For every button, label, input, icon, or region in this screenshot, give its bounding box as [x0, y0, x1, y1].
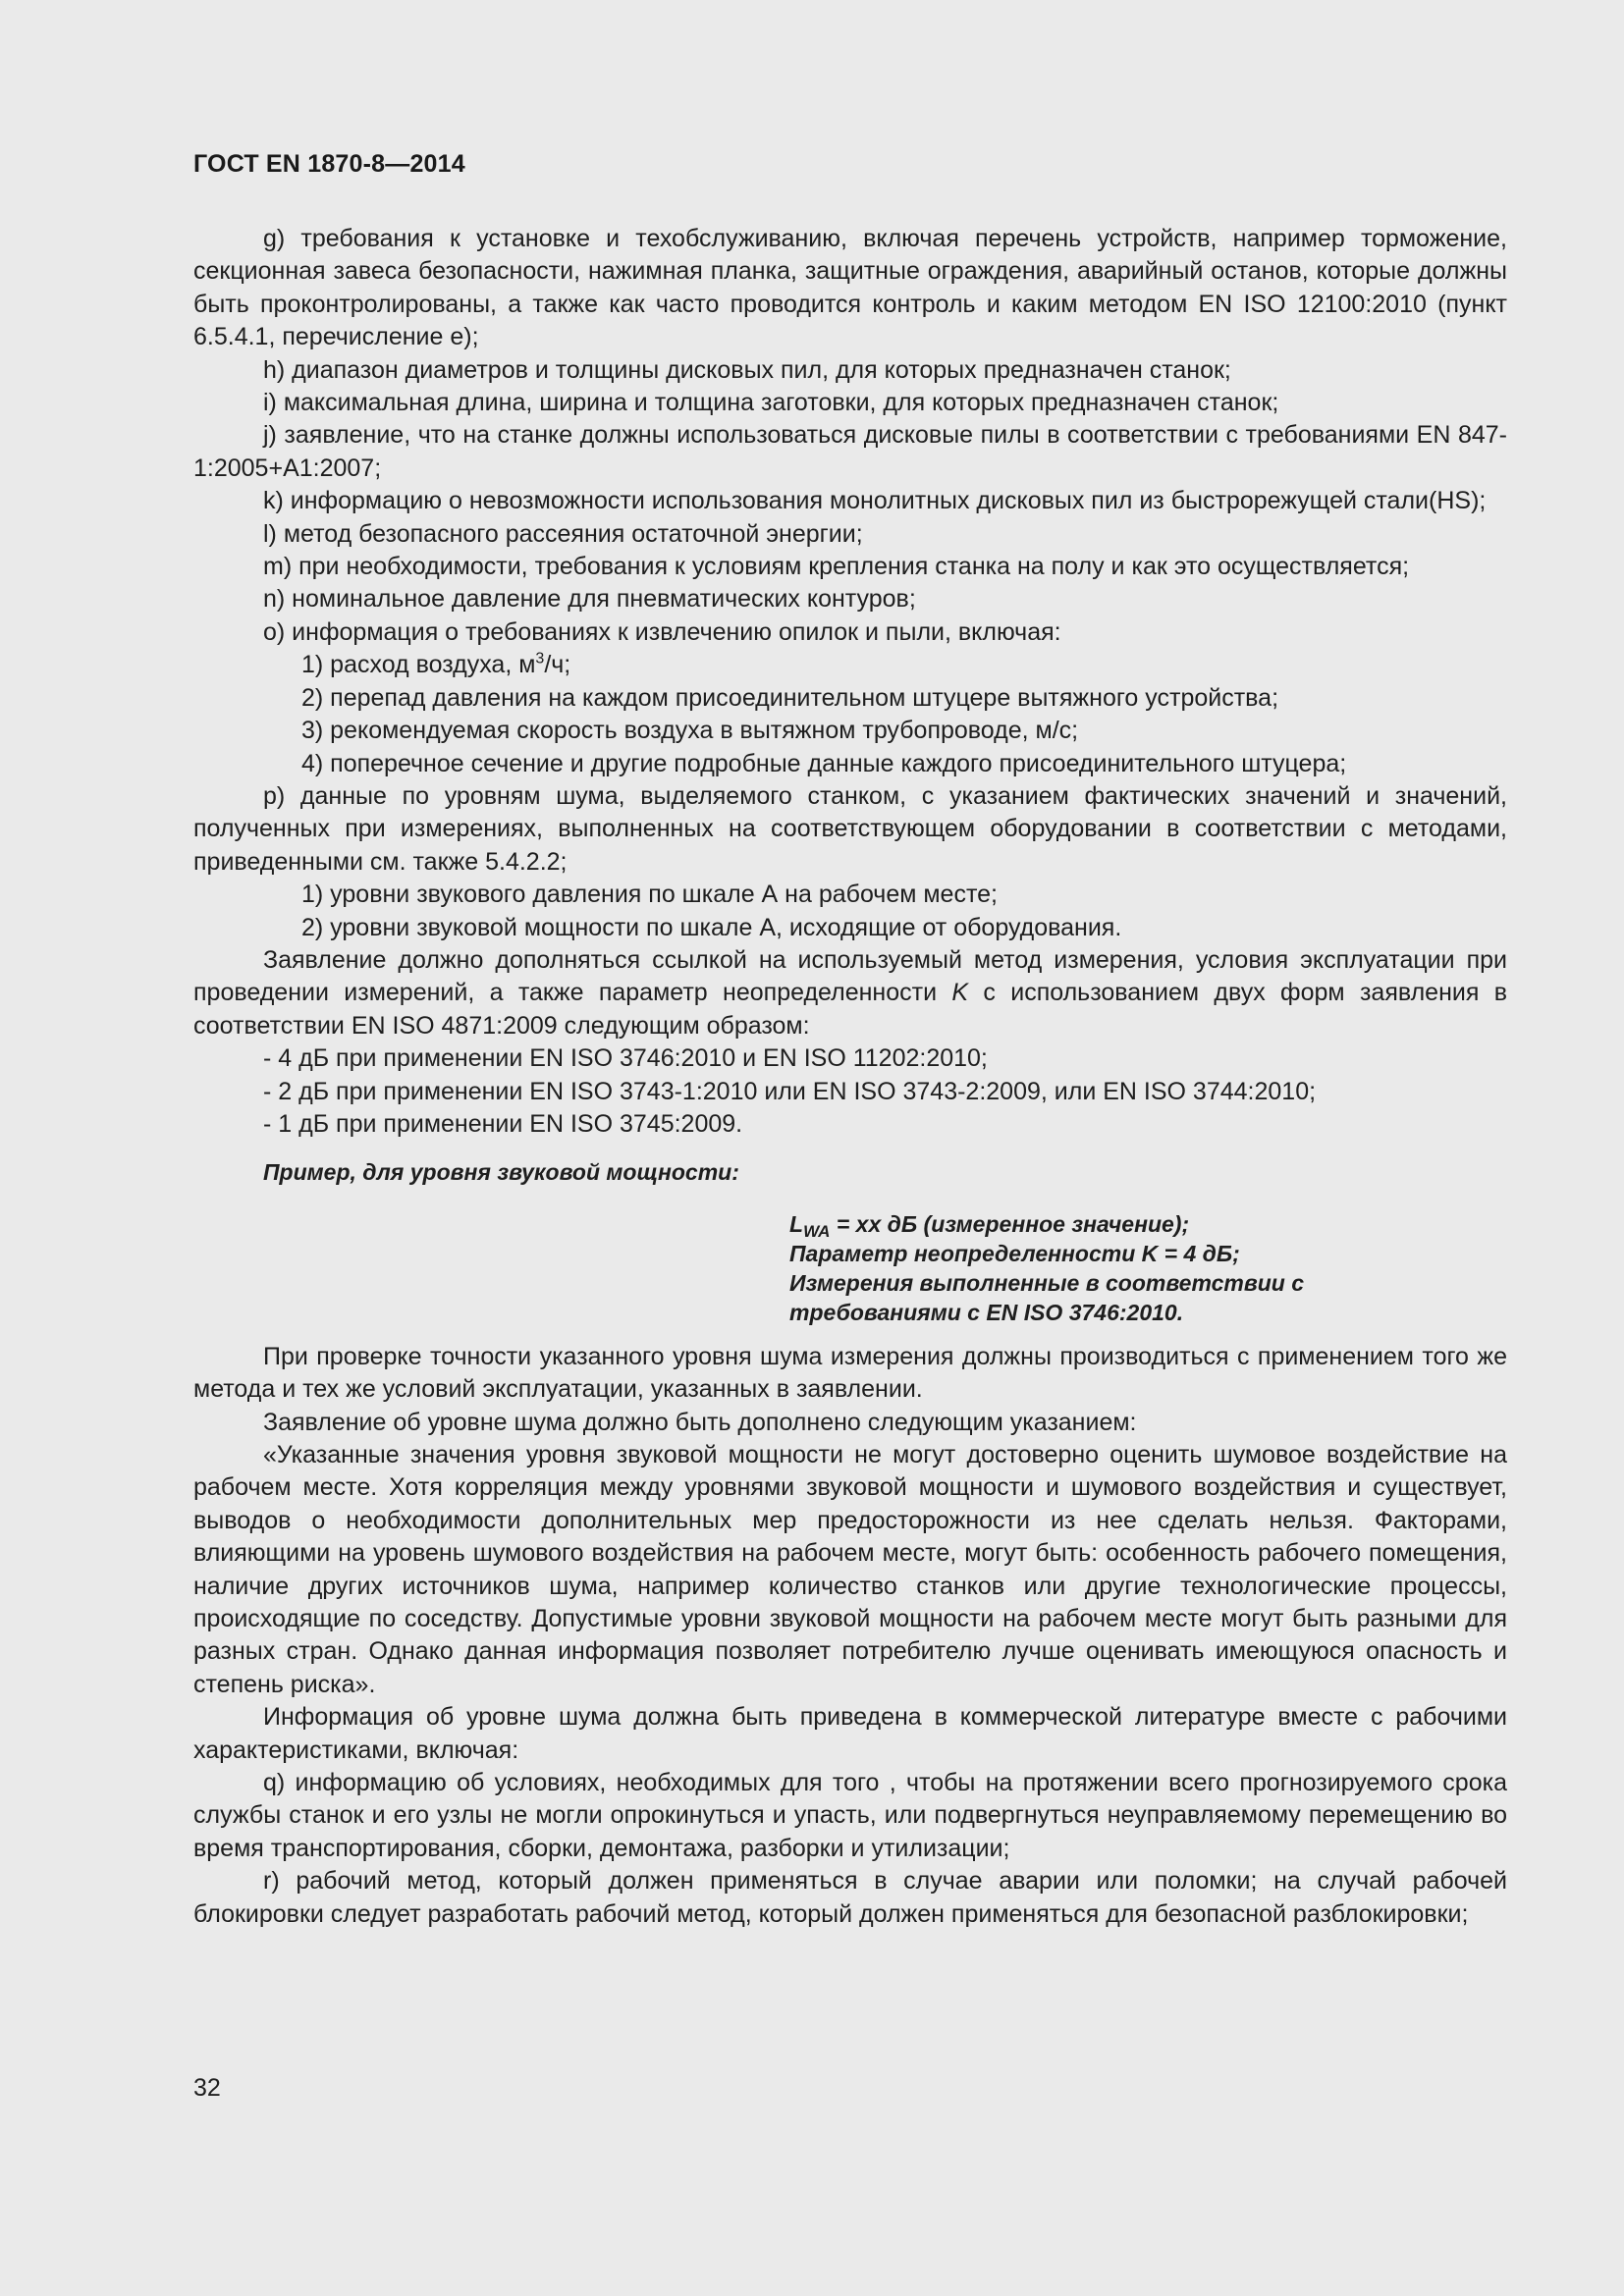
- sub-item-o4: 4) поперечное сечение и другие подробные данные каждого присоединительного штуцера;: [301, 749, 1347, 777]
- example-title: Пример, для уровня звуковой мощности:: [263, 1159, 739, 1186]
- example-l: L: [789, 1210, 804, 1237]
- sub-item-o3: 3) рекомендуемая скорость воздуха в вытяжном трубопроводе, м/с;: [301, 717, 1079, 745]
- example-line-1: [789, 1209, 1507, 1239]
- list-item-n: n) номинальное давление для пневматических контуров;: [263, 585, 916, 614]
- list-item-o: o) информация о требованиях к извлечению опилок и пыли, включая:: [263, 617, 1061, 646]
- page-number: 32: [193, 2074, 221, 2102]
- sub-item-o1-unit: /ч;: [544, 651, 571, 679]
- example-line-2: Параметр неопределенности K = 4 дБ;: [789, 1240, 1240, 1266]
- list-item-q: q) информацию об условиях, необходимых для того , чтобы на протяжении всего прогнозируемого срока службы станок и его узлы не могли опрокинуться и упасть, или подвергнуться неуправляемому перемещению во время транспортирования, сборки, демонтажа, разборки и утилизации;: [193, 1769, 1507, 1862]
- sub-item-o1: [193, 649, 1507, 681]
- page-header: ГОСТ EN 1870-8—2014: [193, 150, 465, 178]
- sub-item-o2: 2) перепад давления на каждом присоединительном штуцере вытяжного устройства;: [301, 683, 1279, 712]
- statement-text-pre: Заявление должно дополняться ссылкой на используемый метод измерения, условия эксплуатации при проведении измерений, а также параметр неопределенности: [193, 945, 1507, 1007]
- page-content: [193, 223, 1507, 1931]
- sub-item-p2: 2) уровни звуковой мощности по шкале А, исходящие от оборудования.: [301, 913, 1122, 941]
- check-paragraph: При проверке точности указанного уровня шума измерения должны производиться с применением того же метода и тех же условий эксплуатации, указанных в заявлении.: [193, 1342, 1507, 1404]
- list-item-p: p) данные по уровням шума, выделяемого станком, с указанием фактических значений и значений, полученных при измерениях, выполненных на соответствующем оборудовании в соответствии с методами, приведенными см. также 5.4.2.2;: [193, 781, 1507, 876]
- dash-item: - 4 дБ при применении EN ISO 3746:2010 и EN ISO 11202:2010;: [263, 1044, 988, 1073]
- info-paragraph: Информация об уровне шума должна быть приведена в коммерческой литературе вместе с рабочими характеристиками, включая:: [193, 1703, 1507, 1764]
- dash-item: - 2 дБ при применении EN ISO 3743-1:2010 или EN ISO 3743-2:2009, или EN ISO 3744:2010;: [263, 1077, 1317, 1105]
- example-line-4: требованиями с EN ISO 3746:2010.: [789, 1299, 1184, 1325]
- list-item-g: g) требования к установке и техобслуживанию, включая перечень устройств, например торможение, секционная завеса безопасности, нажимная планка, защитные ограждения, аварийный останов, которые должны быть проконтролированы, а также как часто проводится контроль и каким методом EN ISO 12100:2010 (пункт 6.5.4.1, перечисление е);: [193, 225, 1507, 351]
- list-item-h: h) диапазон диаметров и толщины дисковых пил, для которых предназначен станок;: [263, 355, 1231, 384]
- statement-paragraph: [193, 944, 1507, 1042]
- example-l-rest: = хх дБ (измеренное значение);: [830, 1210, 1190, 1237]
- superscript-3: 3: [535, 650, 545, 667]
- sub-item-p1: 1) уровни звукового давления по шкале А на рабочем месте;: [301, 881, 998, 909]
- list-item-i: i) максимальная длина, ширина и толщина заготовки, для которых предназначен станок;: [263, 389, 1279, 417]
- list-item-m: m) при необходимости, требования к условиям крепления станка на полу и как это осуществляется;: [263, 553, 1410, 581]
- example-line-3: Измерения выполненные в соответствии с: [789, 1269, 1305, 1296]
- example-l-sub: WA: [803, 1221, 831, 1241]
- example-block: [193, 1209, 1507, 1327]
- dash-item: - 1 дБ при применении EN ISO 3745:2009.: [263, 1109, 743, 1138]
- quote-paragraph: «Указанные значения уровня звуковой мощности не могут достоверно оценить шумовое воздействие на рабочем месте. Хотя корреляция между уровнями звуковой мощности и шумового воздействия и существует, выводов о необходимости дополнительных мер предосторожности из нее сделать нельзя. Факторами, влияющими на уровень шумового воздействия на рабочем месте, могут быть: особенность рабочего помещения, наличие других источников шума, например количество станков или другие технологические процессы, происходящие по соседству. Допустимые уровни звуковой мощности на рабочем месте могут быть разными для разных стран. Однако данная информация позволяет потребителю лучше оценивать имеющуюся опасность и степень риска».: [193, 1441, 1507, 1698]
- supplement-paragraph: Заявление об уровне шума должно быть дополнено следующим указанием:: [263, 1408, 1137, 1436]
- list-item-j: j) заявление, что на станке должны использоваться дисковые пилы в соответствии с требованиями EN 847-1:2005+A1:2007;: [193, 421, 1507, 482]
- statement-text-post: с использованием двух форм заявления в соответствии EN ISO 4871:2009 следующим образом:: [193, 979, 1507, 1040]
- sub-item-o1-text: 1) расход воздуха, м: [301, 651, 536, 679]
- statement-k: K: [951, 979, 969, 1007]
- list-item-l: l) метод безопасного рассеяния остаточной энергии;: [263, 519, 863, 548]
- list-item-k: k) информацию о невозможности использования монолитных дисковых пил из быстрорежущей стали(HS);: [263, 487, 1487, 515]
- list-item-r: r) рабочий метод, который должен применяться в случае аварии или поломки; на случай рабочей блокировки следует разработать рабочий метод, который должен применяться для безопасной разблокировки;: [193, 1867, 1507, 1928]
